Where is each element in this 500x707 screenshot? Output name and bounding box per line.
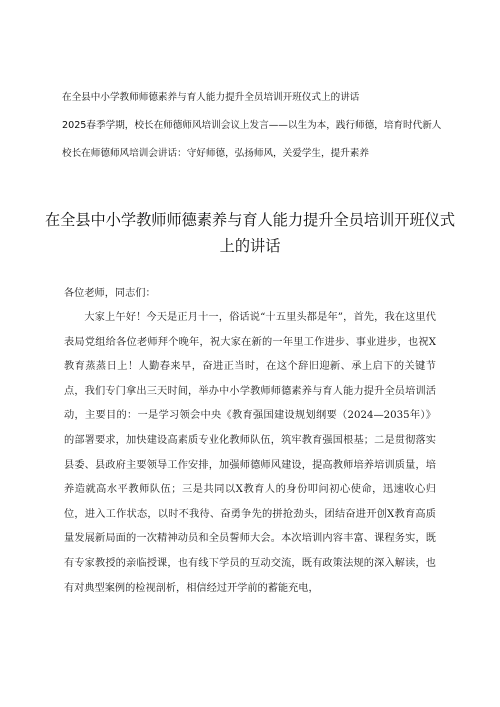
related-article-link[interactable]: 在全县中小学教师师德素养与育人能力提升全员培训开班仪式上的讲话 [62,92,360,103]
document-title: 在全县中小学教师师德素养与育人能力提升全员培训开班仪式上的讲话 [44,211,456,255]
related-articles-list [62,91,462,175]
salutation: 各位老师，同志们： [64,288,156,299]
body-paragraph: 大家上午好！今天是正月十一，俗话说“十五里头都是年”，首先，我在这里代表局党组给各位老师拜个晚年，祝大家在新的一年里工作进步、事业进步，也祝X教育蒸蒸日上！人勤春来早，奋进正当时，在这个辞旧迎新、承上启下的关键节点，我们专门拿出三天时间，举办中小学教师师德素养与育人能力提升全员培训活动，主要目的：一是学习领会中央《教育强国建设规划纲要（2024—2035年）》的部署要求，加快建设高素质专业化教师队伍，筑牢教育强国根基；二是贯彻落实县委、县政府主要领导工作安排，加强师德师风建设，提高教师培养培训质量，培养造就高水平教师队伍；三是共同以X教育人的身份叩问初心使命，迅速收心归位，进入工作状态，以时不我待、奋勇争先的拼抢劲头，团结奋进开创X教育高质量发展新局面的一次精神动员和全员誓师大会。本次培训内容丰富、课程务实，既有专家教授的亲临授课，也有线下学员的互动交流，既有政策法规的深入解读，也有对典型案例的检视剖析，相信经过开学前的蓄能充电， [64,312,436,594]
related-article-link[interactable]: 校长在师德师风培训会讲话：守好师德，弘扬师风，关爱学生，提升素养 [62,148,369,159]
related-article-link[interactable]: 2025春季学期，校长在师德师风培训会议上发言——以生为本，践行师德，培育时代新人 [62,120,442,131]
